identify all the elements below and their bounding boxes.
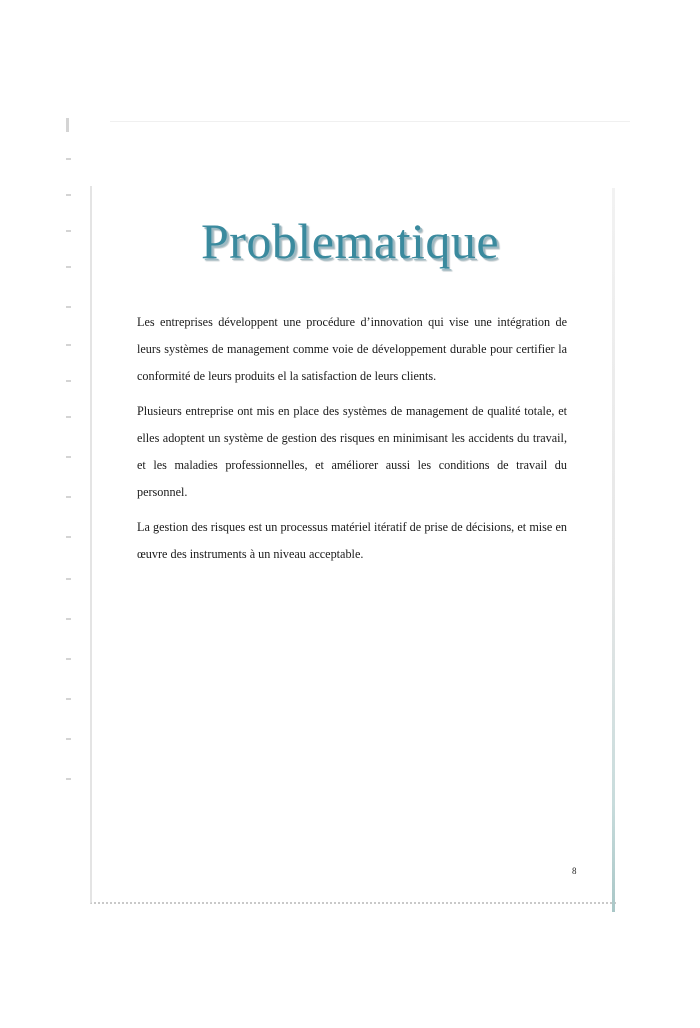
page-frame-right-edge [612, 188, 615, 912]
scan-top-rule [110, 121, 630, 122]
paragraph-2: Plusieurs entreprise ont mis en place des systèmes de management de qualité totale, et elles adoptent un système de gestion des risques en minimisant les accidents du travail, et les maladies professionnelles, et améliorer aussi les conditions de travail du personnel. [137, 404, 567, 499]
page-title: Problematique [200, 213, 500, 269]
paragraph-1: Les entreprises développent une procédure d’innovation qui vise une intégration de leurs systèmes de management comme voie de développement durable pour certifier la conformité de leurs produits el la satisfaction de leurs clients. [137, 315, 567, 383]
body-text [137, 309, 567, 576]
paragraph-3: La gestion des risques est un processus matériel itératif de prise de décisions, et mise en œuvre des instruments à un niveau acceptable. [137, 520, 567, 561]
page-number: 8 [572, 866, 577, 876]
